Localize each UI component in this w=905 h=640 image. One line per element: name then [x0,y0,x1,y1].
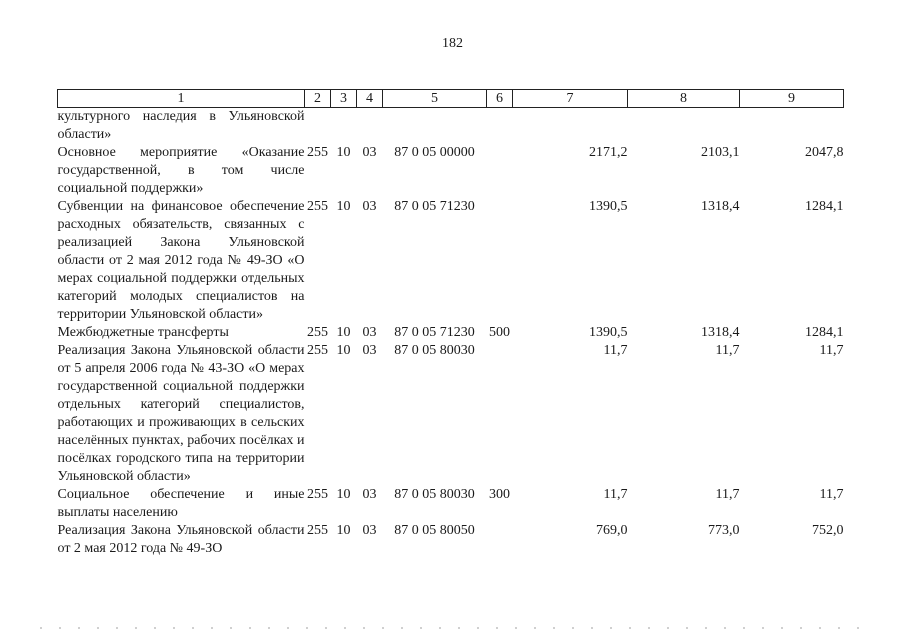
column-header-3: 3 [331,90,357,108]
row-description: Основное мероприятие «Оказание государственной, в том числе социальной поддержки» [57,145,305,196]
table-row [58,108,844,145]
amount-cell: 11,7 [603,343,628,358]
column-header-8: 8 [628,90,740,108]
amount-cell: 752,0 [812,523,844,538]
code-cell: 87 0 05 80050 [394,523,475,538]
amount-cell [513,108,628,145]
code-cell: 03 [362,145,377,160]
row-description: Реализация Закона Ульяновской области от 5 апреля 2006 года № 43-ЗО «О мерах государственной социальной поддержки отдельных категорий специалистов, работающих и проживающих в сельских населённых пунктах, рабочих посёлках и посёлках городского типа на территории Ульяновской области» [57,343,305,484]
page-number: 182 [442,36,463,51]
amount-cell: 2171,2 [589,145,628,160]
table-row [58,144,844,198]
code-cell: 255 [307,343,328,358]
code-cell: 500 [489,325,510,340]
amount-cell: 1390,5 [589,325,628,340]
table-row [58,198,844,324]
column-header-2: 2 [305,90,331,108]
amount-cell: 1284,1 [805,199,844,214]
code-cell: 255 [307,487,328,502]
header-row [58,90,844,108]
code-cell: 300 [489,487,510,502]
amount-cell: 11,7 [715,487,740,502]
code-cell [487,144,513,198]
row-description: культурного наследия в Ульяновской области» [57,109,305,142]
code-cell [357,108,383,145]
amount-cell: 11,7 [603,487,628,502]
code-cell: 10 [336,325,351,340]
code-cell: 255 [307,523,328,538]
amount-cell: 1318,4 [701,199,740,214]
code-cell: 87 0 05 00000 [394,145,475,160]
amount-cell: 2047,8 [805,145,844,160]
code-cell: 87 0 05 80030 [394,487,475,502]
amount-cell: 1284,1 [805,325,844,340]
code-cell: 10 [336,523,351,538]
code-cell: 87 0 05 71230 [394,199,475,214]
amount-cell: 773,0 [708,523,740,538]
table-row [58,342,844,486]
amount-cell [628,108,740,145]
code-cell: 03 [362,523,377,538]
code-cell: 03 [362,199,377,214]
row-description: Реализация Закона Ульяновской области от 2 мая 2012 года № 49-ЗО [57,523,305,556]
code-cell [487,198,513,324]
budget-table [57,89,844,558]
code-cell [331,108,357,145]
amount-cell: 11,7 [819,343,844,358]
code-cell: 255 [307,325,328,340]
amount-cell [740,108,844,145]
code-cell: 10 [336,199,351,214]
amount-cell: 1318,4 [701,325,740,340]
table-row [58,486,844,522]
column-header-1: 1 [58,90,305,108]
column-header-6: 6 [487,90,513,108]
amount-cell: 769,0 [596,523,628,538]
code-cell: 87 0 05 71230 [394,325,475,340]
code-cell [383,108,487,145]
code-cell: 03 [362,343,377,358]
row-description: Социальное обеспечение и иные выплаты населению [57,487,305,520]
code-cell: 255 [307,199,328,214]
row-description: Субвенции на финансовое обеспечение расходных обязательств, связанных с реализацией Закона Ульяновской области от 2 мая 2012 года № 49-ЗО «О мерах социальной поддержки отдельных категорий молодых специалистов на территории Ульяновской области» [57,199,305,322]
code-cell: 255 [307,145,328,160]
code-cell: 03 [362,487,377,502]
row-description: Межбюджетные трансферты [57,325,229,340]
code-cell: 10 [336,343,351,358]
code-cell: 03 [362,325,377,340]
amount-cell: 11,7 [819,487,844,502]
code-cell: 87 0 05 80030 [394,343,475,358]
column-header-9: 9 [740,90,844,108]
code-cell [487,342,513,486]
table-row [58,324,844,342]
column-header-7: 7 [513,90,628,108]
column-header-5: 5 [383,90,487,108]
column-header-4: 4 [357,90,383,108]
code-cell [487,108,513,145]
scan-artifact-dots [40,627,870,629]
amount-cell: 1390,5 [589,199,628,214]
code-cell: 10 [336,487,351,502]
code-cell [305,108,331,145]
code-cell: 10 [336,145,351,160]
amount-cell: 2103,1 [701,145,740,160]
table-row [58,522,844,558]
amount-cell: 11,7 [715,343,740,358]
code-cell [487,522,513,558]
